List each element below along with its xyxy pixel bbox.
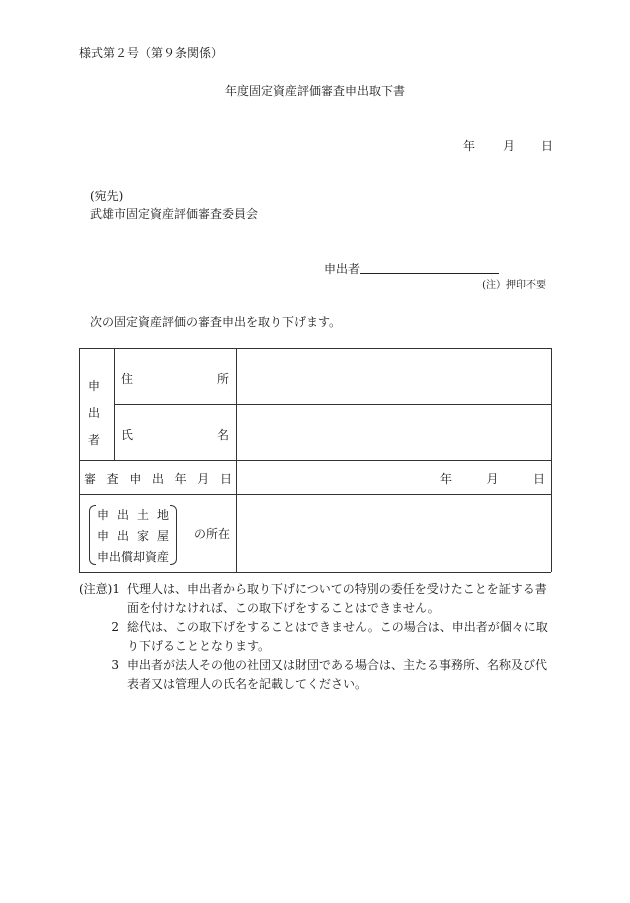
table-divider [114,348,115,460]
location-label: の所在 [194,527,231,541]
property-char: 申 [97,508,110,522]
note-number [79,580,127,618]
table-border-bottom [79,572,551,573]
name-label-char: 名 [216,428,229,442]
applicant-signature-line[interactable] [360,273,499,274]
request-date-label [84,470,232,487]
seal-note: (注）押印不要 [482,280,546,291]
property-char: 出 [116,529,129,543]
name-label-char: 氏 [121,428,134,442]
note-number-value: 2 [111,620,119,634]
notes-heading: (注意) [79,582,113,596]
note-text: 総代は、この取下げをすることはできません。この場合は、申出者が個々に取り下げることとなります。 [127,620,548,653]
name-label [121,426,229,443]
applicant-label: 申出者 [324,262,361,276]
address-label [121,370,229,387]
property-char: 土 [136,508,149,522]
address-label-char: 住 [121,372,134,386]
property-char: 出 [116,508,129,522]
property-type-house [97,526,169,547]
property-type-list [97,505,169,568]
addressee-name: 武雄市固定資産評価審査委員会 [90,207,259,221]
address-input[interactable] [237,349,550,403]
note-item [79,580,554,618]
request-date-label-char: 申 [129,472,142,486]
location-input[interactable] [237,495,550,571]
note-number-value: 3 [111,658,119,672]
request-date-label-char: 年 [174,472,187,486]
property-char: 屋 [156,529,169,543]
form-number: 様式第２号（第９条関係） [79,46,224,60]
note-item [79,618,554,656]
request-date-label-char: 査 [106,472,119,486]
request-date-label-char: 出 [151,472,164,486]
applicant-char: 者 [87,433,100,447]
right-bracket [170,505,177,565]
note-number [79,656,127,694]
table-border-right [551,348,552,572]
request-date-input[interactable] [440,470,545,487]
property-type-depreciable-assets [97,547,169,568]
table-divider [79,460,551,461]
property-char: 家 [136,529,149,543]
left-bracket [89,505,96,565]
request-date-label-char: 日 [219,472,232,486]
property-char: 地 [156,508,169,522]
address-label-char: 所 [216,372,229,386]
table-border-left [79,348,80,572]
request-date-year: 年 [440,472,453,486]
note-text: 代理人は、申出者から取り下げについての特別の委任を受けたことを証する書面を付けなければ、この取下げをすることはできません。 [127,582,547,615]
request-date-label-char: 審 [84,472,97,486]
date-month-label: 月 [503,139,516,153]
date-year-label: 年 [463,139,476,153]
intro-statement: 次の固定資産評価の審査申出を取り下げます。 [90,315,342,329]
submission-date [463,138,553,154]
property-char: 申出償却資産 [97,550,170,564]
addressee-label: (宛先) [90,189,124,203]
applicant-row-header [86,373,102,454]
applicant-char: 申 [87,379,100,393]
note-number-value: 1 [112,582,121,596]
notes-section [79,580,554,694]
note-item [79,656,554,694]
name-input[interactable] [237,405,550,459]
document-title: 年度固定資産評価審査申出取下書 [224,84,405,98]
date-day-label: 日 [541,139,554,153]
request-date-day: 日 [532,472,545,486]
property-type-land [97,505,169,526]
property-char: 申 [97,529,110,543]
note-text: 申出者が法人その他の社団又は財団である場合は、主たる事務所、名称及び代表者又は管理人の氏名を記載してください。 [127,658,548,691]
applicant-char: 出 [87,406,100,420]
request-date-label-char: 月 [197,472,210,486]
note-number [79,618,127,656]
request-date-month: 月 [486,472,499,486]
